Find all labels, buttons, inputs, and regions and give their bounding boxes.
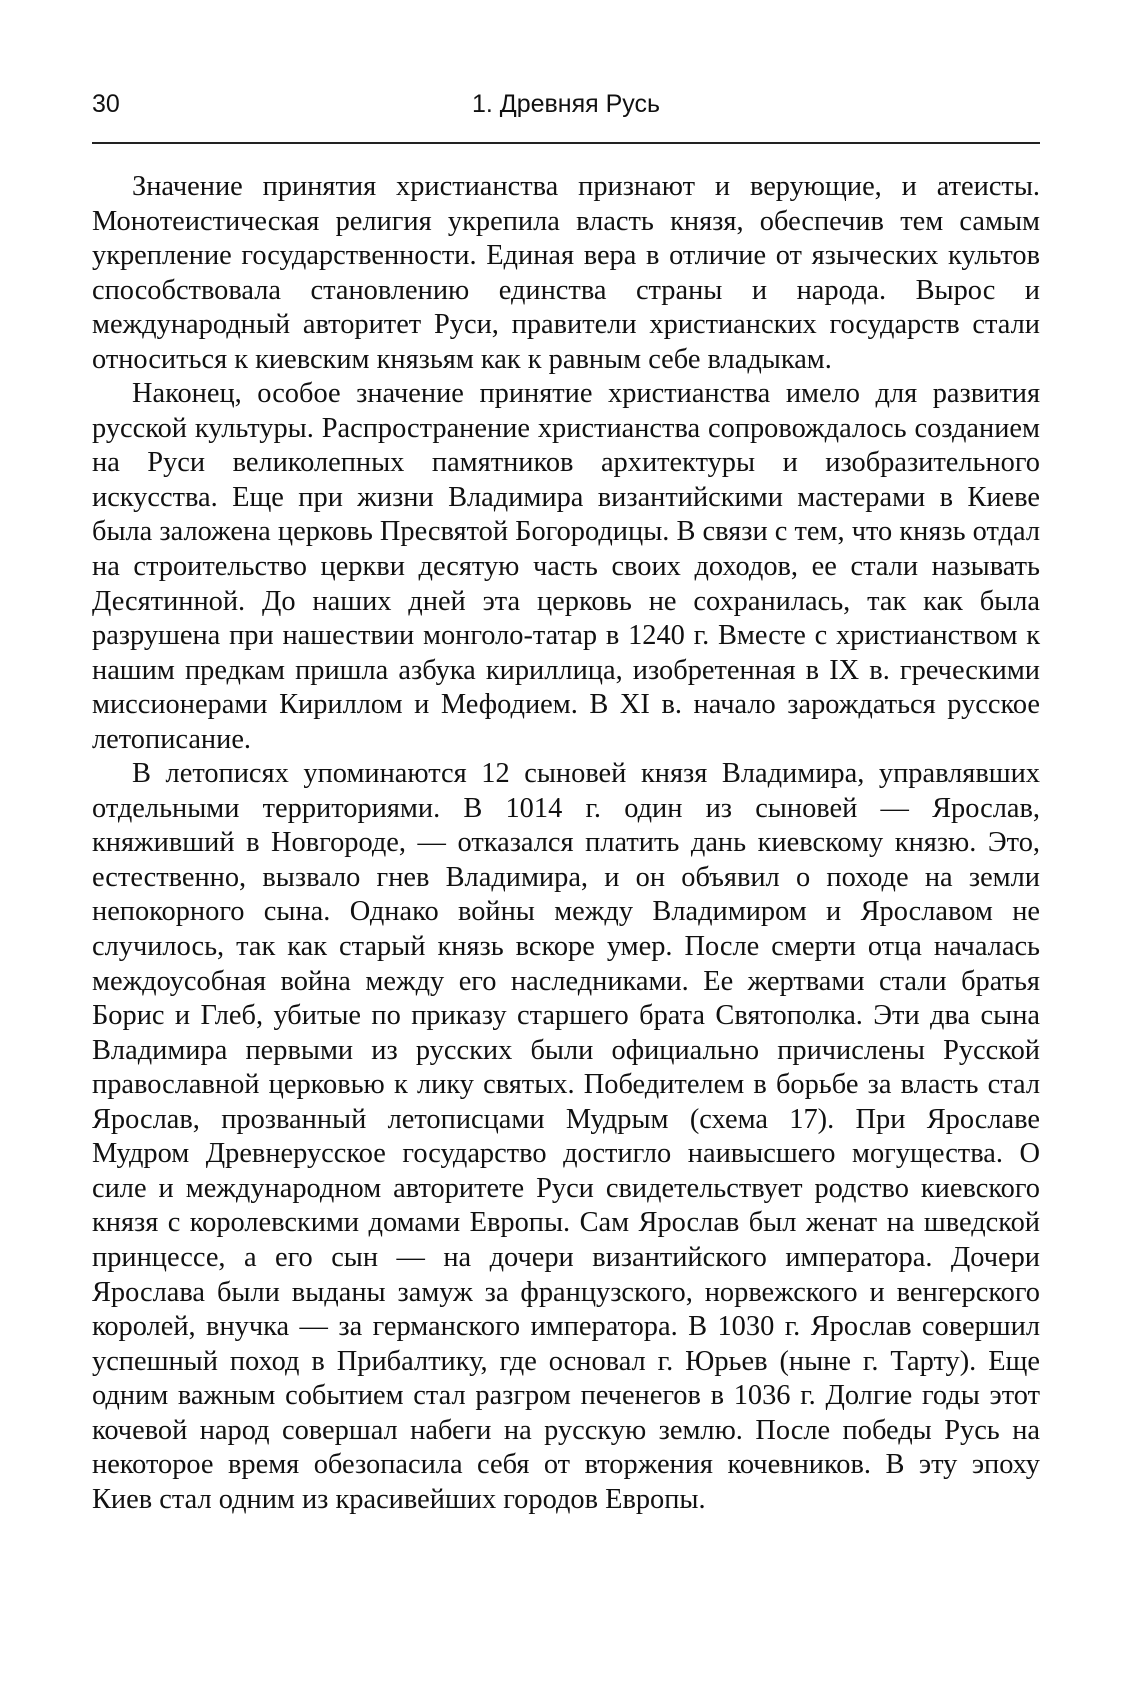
paragraph-3: В летописях упоминаются 12 сыновей князя Владимира, управлявших отдельными территориями. В 1014 г. один из сыновей — Ярослав, княживший в Новгороде, — отказался платить дань киевскому князю. Это, естественно, вызвало гнев Владимира, и он объявил о походе на земли непокорного сына. Однако войны между Владимиром и Ярославом не случилось, так как старый князь вскоре умер. После смерти отца началась междоусобная война между его наследниками. Ее жертвами стали братья Борис и Глеб, убитые по приказу старшего брата Святополка. Эти два сына Владимира первыми из русских были официально причислены Русской православной церковью к лику святых. Победителем в борьбе за власть стал Ярослав, прозванный летописцами Мудрым (схема 17). При Ярославе Мудром Древнерусское государство достигло наивысшего могущества. О силе и международном авторитете Руси свидетельствует родство киевского князя с королевскими домами Европы. Сам Ярослав был женат на шведской принцессе, а его сын — на дочери византийского императора. Дочери Ярослава были выданы замуж за французского, норвежского и венгерского королей, внучка — за германского императора. В 1030 г. Ярослав совершил успешный поход в Прибалтику, где основал г. Юрьев (ныне г. Тарту). Еще одним важным событием стал разгром печенегов в 1036 г. Долгие годы этот кочевой народ совершал набеги на русскую землю. После победы Русь на некоторое время обезопасила себя от вторжения кочевников. В эту эпоху Киев стал одним из красивейших городов Европы. xyxy=(92,758,1040,1515)
book-page xyxy=(92,78,1040,1515)
page-number: 30 xyxy=(92,90,120,118)
paragraph-2: Наконец, особое значение принятие христианства имело для развития русской культуры. Распространение христианства сопровождалось созданием на Руси великолепных памятников архитектуры и изобразительного искусства. Еще при жизни Владимира византийскими мастерами в Киеве была заложена церковь Пресвятой Богородицы. В связи с тем, что князь отдал на строительство церкви десятую часть своих доходов, ее стали называть Десятинной. До наших дней эта церковь не сохранилась, так как была разрушена при нашествии монголо-татар в 1240 г. Вместе с христианством к нашим предкам пришла азбука кириллица, изобретенная в IX в. греческими миссионерами Кириллом и Мефодием. В XI в. начало зарождаться русское летописание. xyxy=(92,378,1040,755)
chapter-title: 1. Древняя Русь xyxy=(471,90,661,118)
running-header xyxy=(92,78,1040,124)
paragraph-1: Значение принятия христианства признают и верующие, и атеисты. Монотеистическая религия укрепила власть князя, обеспечив тем самым укрепление государственности. Единая вера в отличие от языческих культов способствовала становлению единства страны и народа. Вырос и международный авторитет Руси, правители христианских государств стали относиться к киевским князьям как к равным себе владыкам. xyxy=(92,171,1040,375)
header-divider xyxy=(92,142,1040,144)
body-text xyxy=(92,170,1040,1517)
